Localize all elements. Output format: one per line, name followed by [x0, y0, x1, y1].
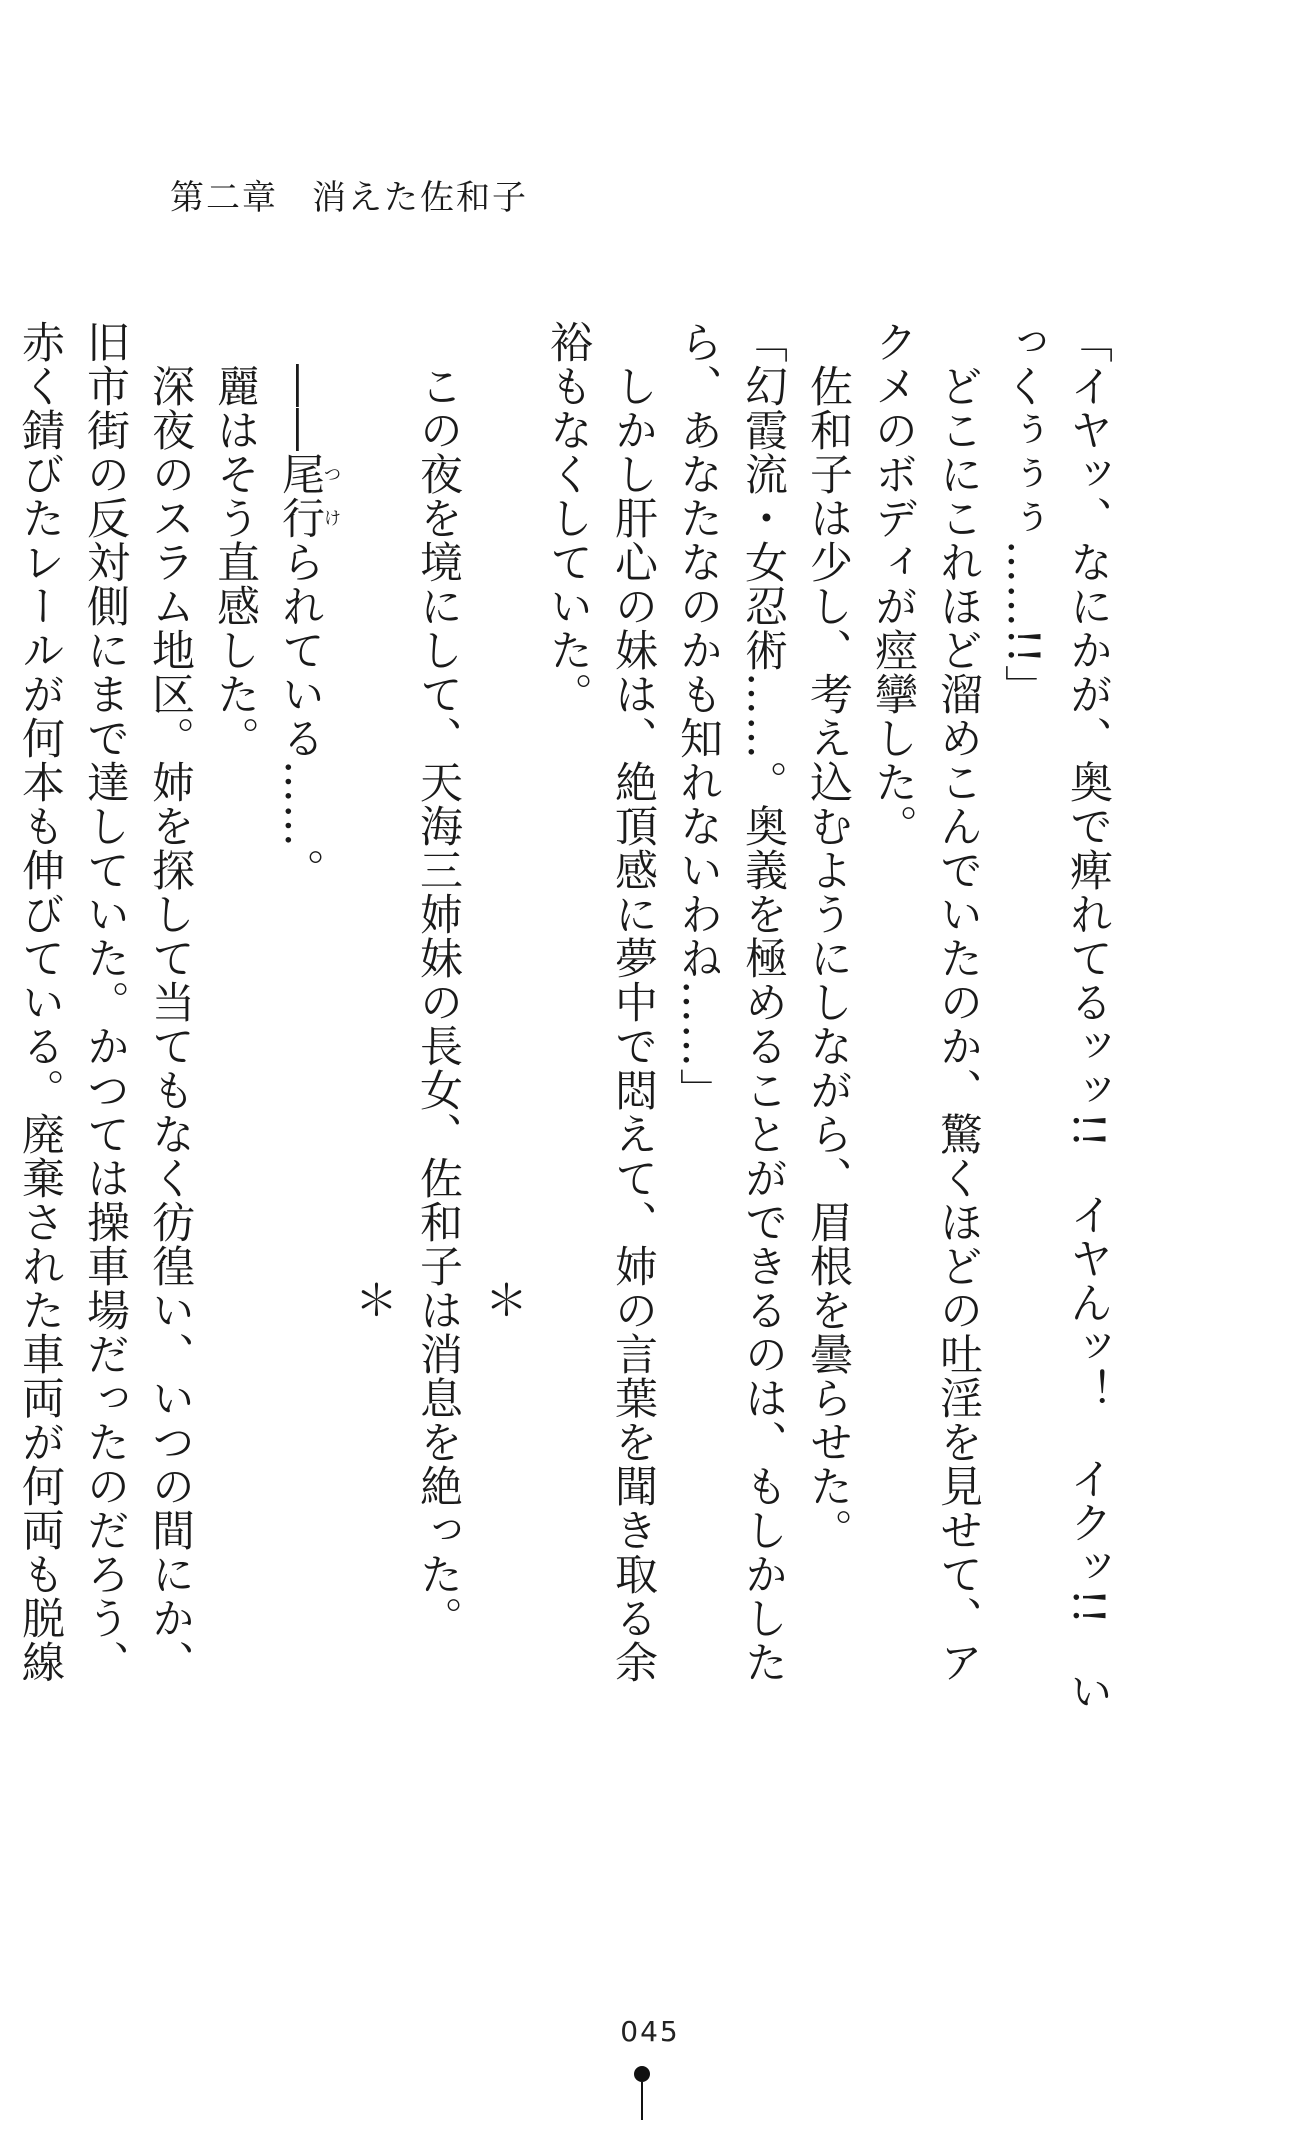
paragraph: 「イヤッ、なにかが、奥で痺れてるッッ!! イヤんッ！ イクッ!! いっくぅぅぅ……!!」: [998, 320, 1113, 1714]
page-number: 045: [620, 2015, 680, 2048]
section-separator: ＊: [348, 1278, 398, 1322]
ruby-word: 尾行つけ: [275, 452, 342, 540]
paragraph: しかし肝心の妹は、絶頂感に夢中で悶えて、姉の言葉を聞き取る余裕もなくしていた。: [543, 320, 658, 1684]
vertical-body-text: [15, 320, 1120, 1720]
paragraph: 麗はそう直感した。: [210, 320, 260, 760]
paragraph: ――尾行つけられている……。: [275, 320, 342, 892]
paragraph: 「幻霞流・女忍術……。奥義を極めることができるのは、もしかしたら、あなたなのかも知れないわね……」: [673, 320, 788, 1684]
chapter-number: 第二章: [170, 178, 278, 218]
paragraph: どこにこれほど溜めこんでいたのか、驚くほどの吐淫を見せて、アクメのボディが痙攣した。: [868, 320, 983, 1684]
running-header: [170, 170, 528, 219]
paragraph: この夜を境にして、天海三姉妹の長女、佐和子は消息を絶った。: [413, 320, 463, 1640]
section-separator: ＊: [478, 1278, 528, 1322]
page-marker-dot: [634, 2066, 650, 2082]
page-marker-line: [641, 2082, 643, 2120]
paragraph: 佐和子は少し、考え込むようにしながら、眉根を曇らせた。: [803, 320, 853, 1552]
chapter-title: 消えた佐和子: [312, 178, 528, 218]
paragraph: 深夜のスラム地区。姉を探して当てもなく彷徨い、いつの間にか、旧市街の反対側にまで達していた。かつては操車場だったのだろう、赤く錆びたレールが何本も伸びている。廃棄された車両が何両も脱線: [15, 320, 195, 1684]
